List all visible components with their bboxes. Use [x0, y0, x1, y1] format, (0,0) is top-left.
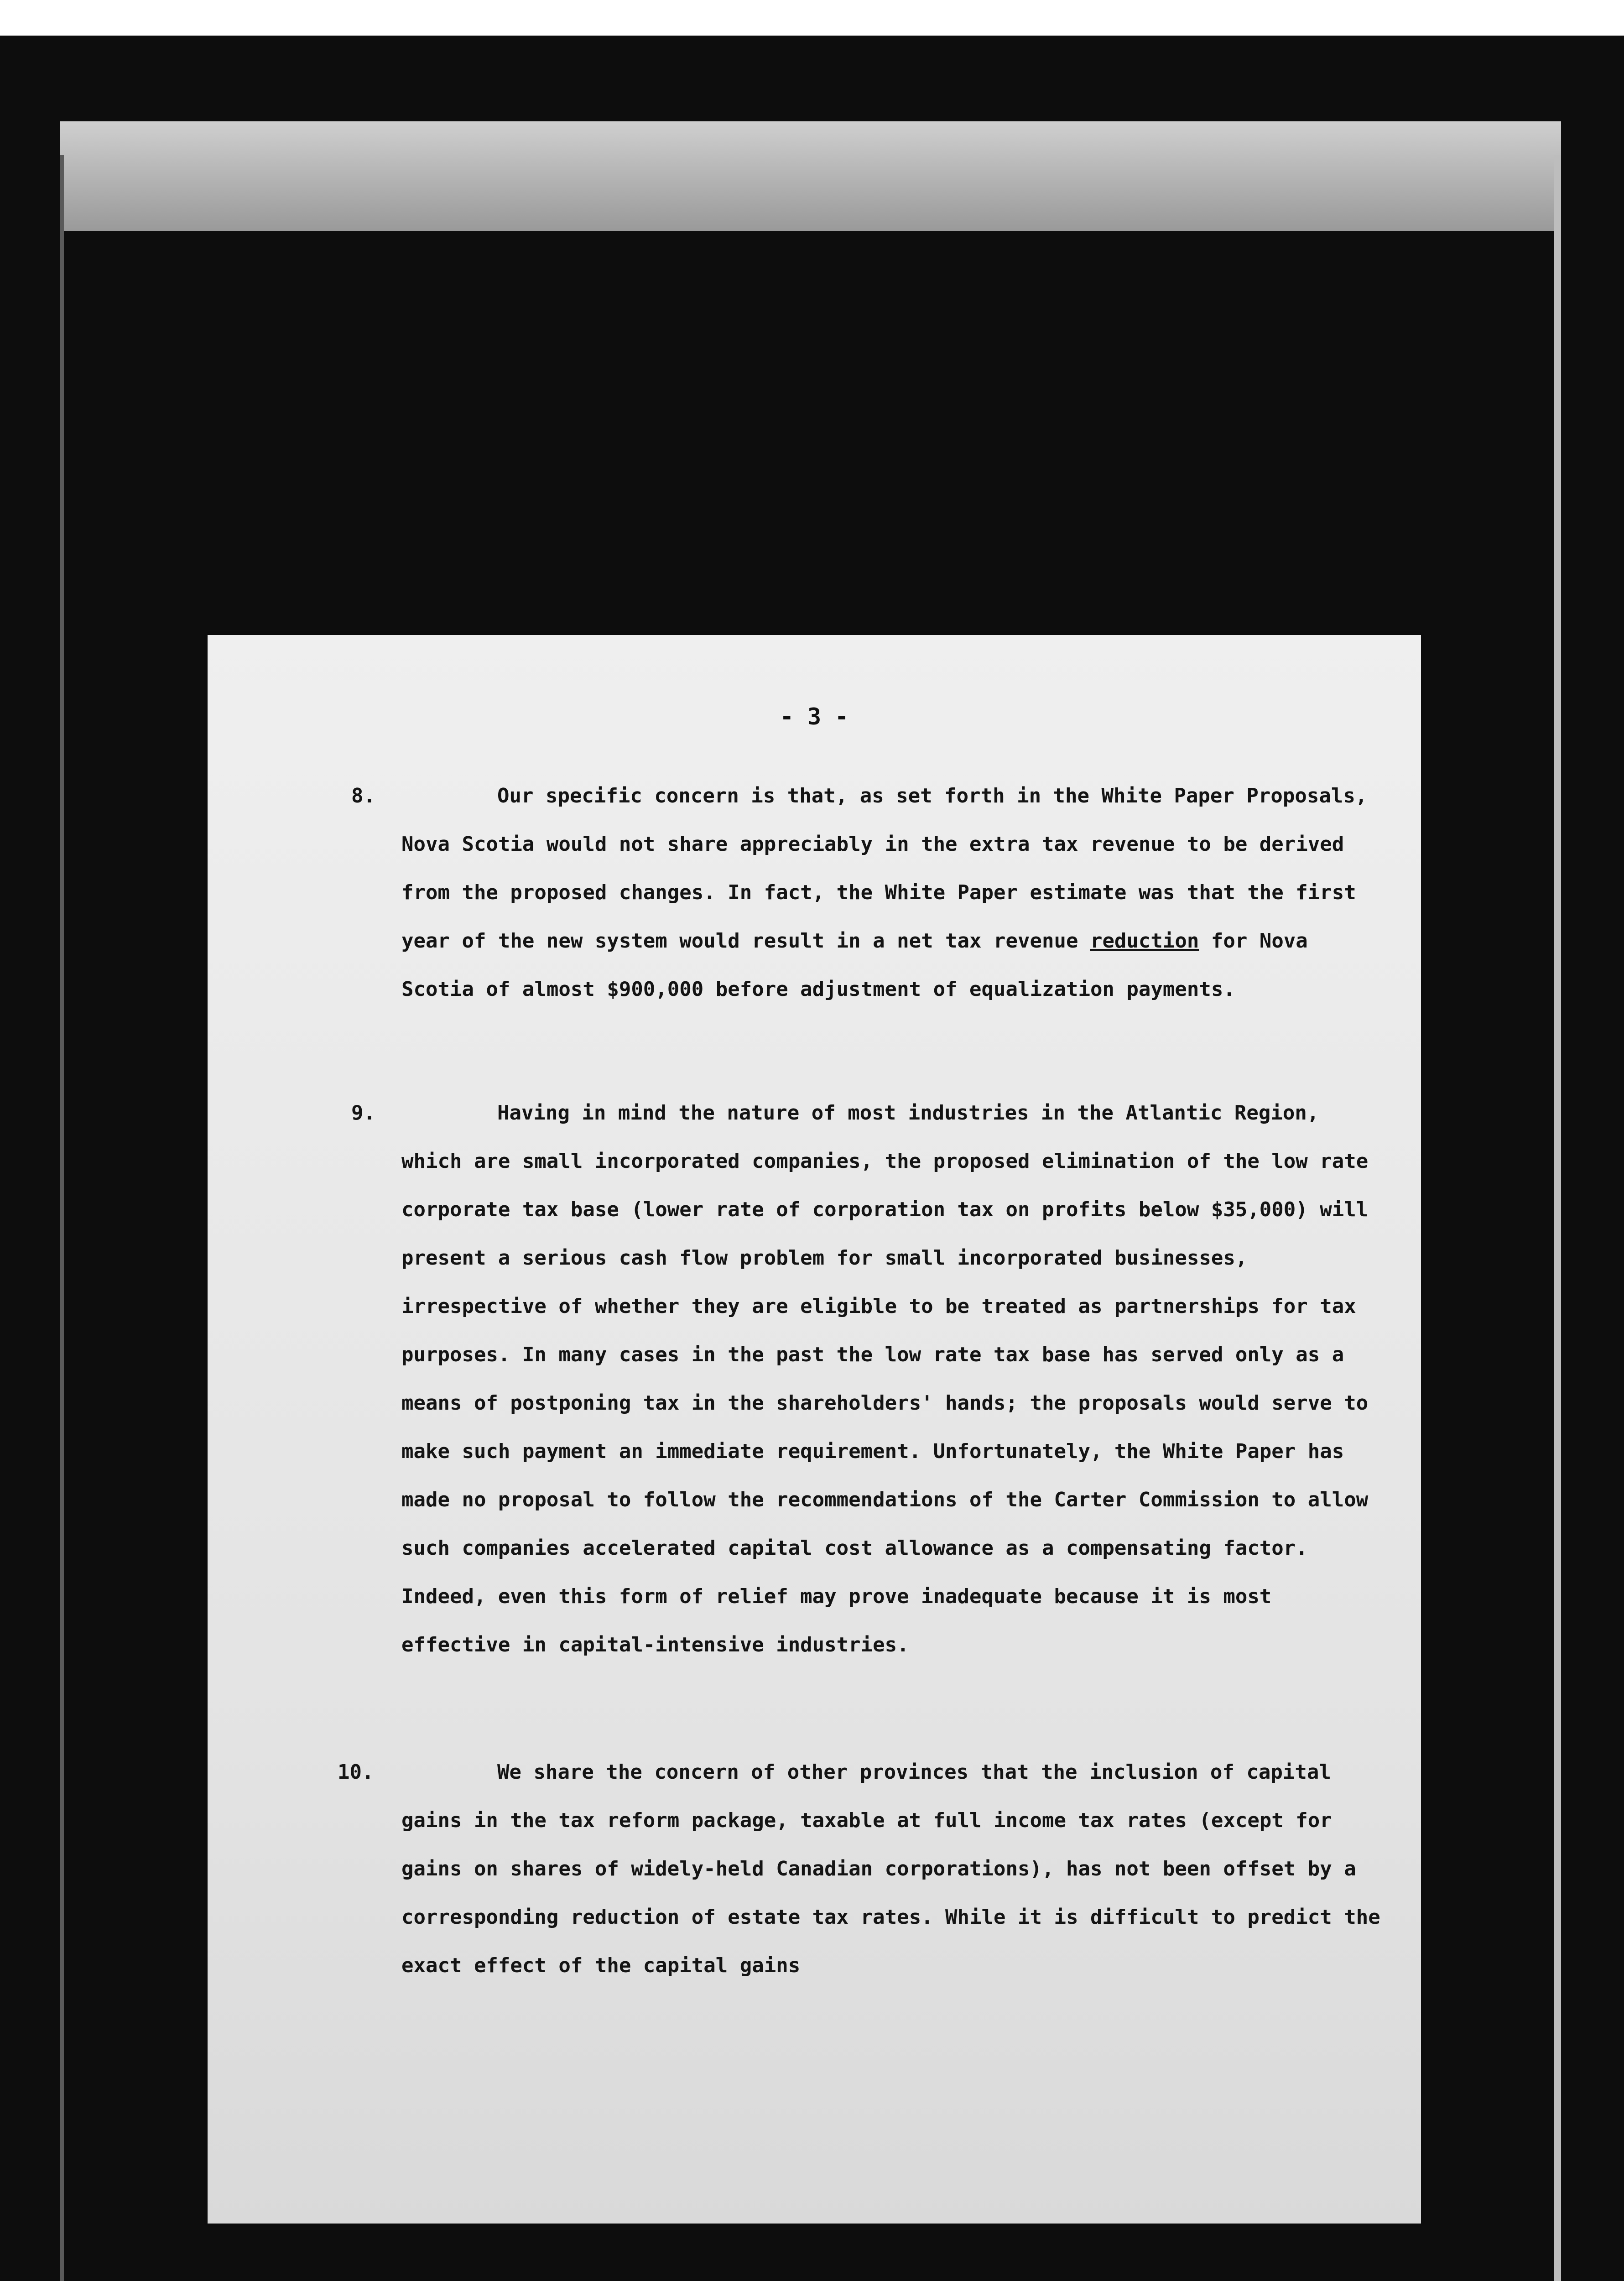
paragraph-8 [351, 772, 1382, 1014]
paragraph-text: Having in mind the nature of most industries in the Atlantic Region, which are small incorporated companies, the proposed elimination of the low rate corporate tax base (lower rate of corporation tax on profits below $35,000) will present a serious cash flow problem for small incorporated businesses, irrespective of whether they are eligible to be treated as partnerships for tax purposes. In many cases in the past the low rate tax base has served only as a means of postponing tax in the shareholders' hands; the proposals would serve to make such payment an immediate requirement. Unfortunately, the White Paper has made no proposal to follow the recommendations of the Carter Commission to allow such companies accelerated capital cost allowance as a compensating factor. Indeed, even this form of relief may prove inadequate because it is most effective in capital-intensive industries. [401, 1101, 1369, 1656]
paragraph-text-part: Our specific concern is that, as set forth in the White Paper Proposals, Nova Scotia would not share appreciably in the extra tax revenue to be derived from the proposed changes. In fact, the White Paper estimate was that the first year of the new system would result in a net tax revenue [401, 784, 1368, 953]
underlined-word: reduction [1090, 929, 1199, 953]
paragraph-text: We share the concern of other provinces that the inclusion of capital gains in the tax reform package, taxable at full income tax rates (except for gains on shares of widely-held Canadian corporations), has not been offset by a corresponding reduction of estate tax rates. While it is difficult to predict the exact effect of the capital gains [401, 1760, 1380, 1977]
paragraph-number: 10. [338, 1760, 374, 1784]
paragraph-number: 8. [351, 784, 375, 807]
paragraph-number: 9. [351, 1101, 375, 1125]
paragraph-text-part: for Nova Scotia of almost $900,000 before adjustment of equalization payments. [401, 929, 1308, 1001]
page-number: - 3 - [780, 703, 849, 730]
paragraph-text [401, 772, 1382, 1014]
paragraph-10 [338, 1748, 1382, 1990]
paragraph-9 [351, 1089, 1382, 1669]
document-page [208, 635, 1421, 2224]
